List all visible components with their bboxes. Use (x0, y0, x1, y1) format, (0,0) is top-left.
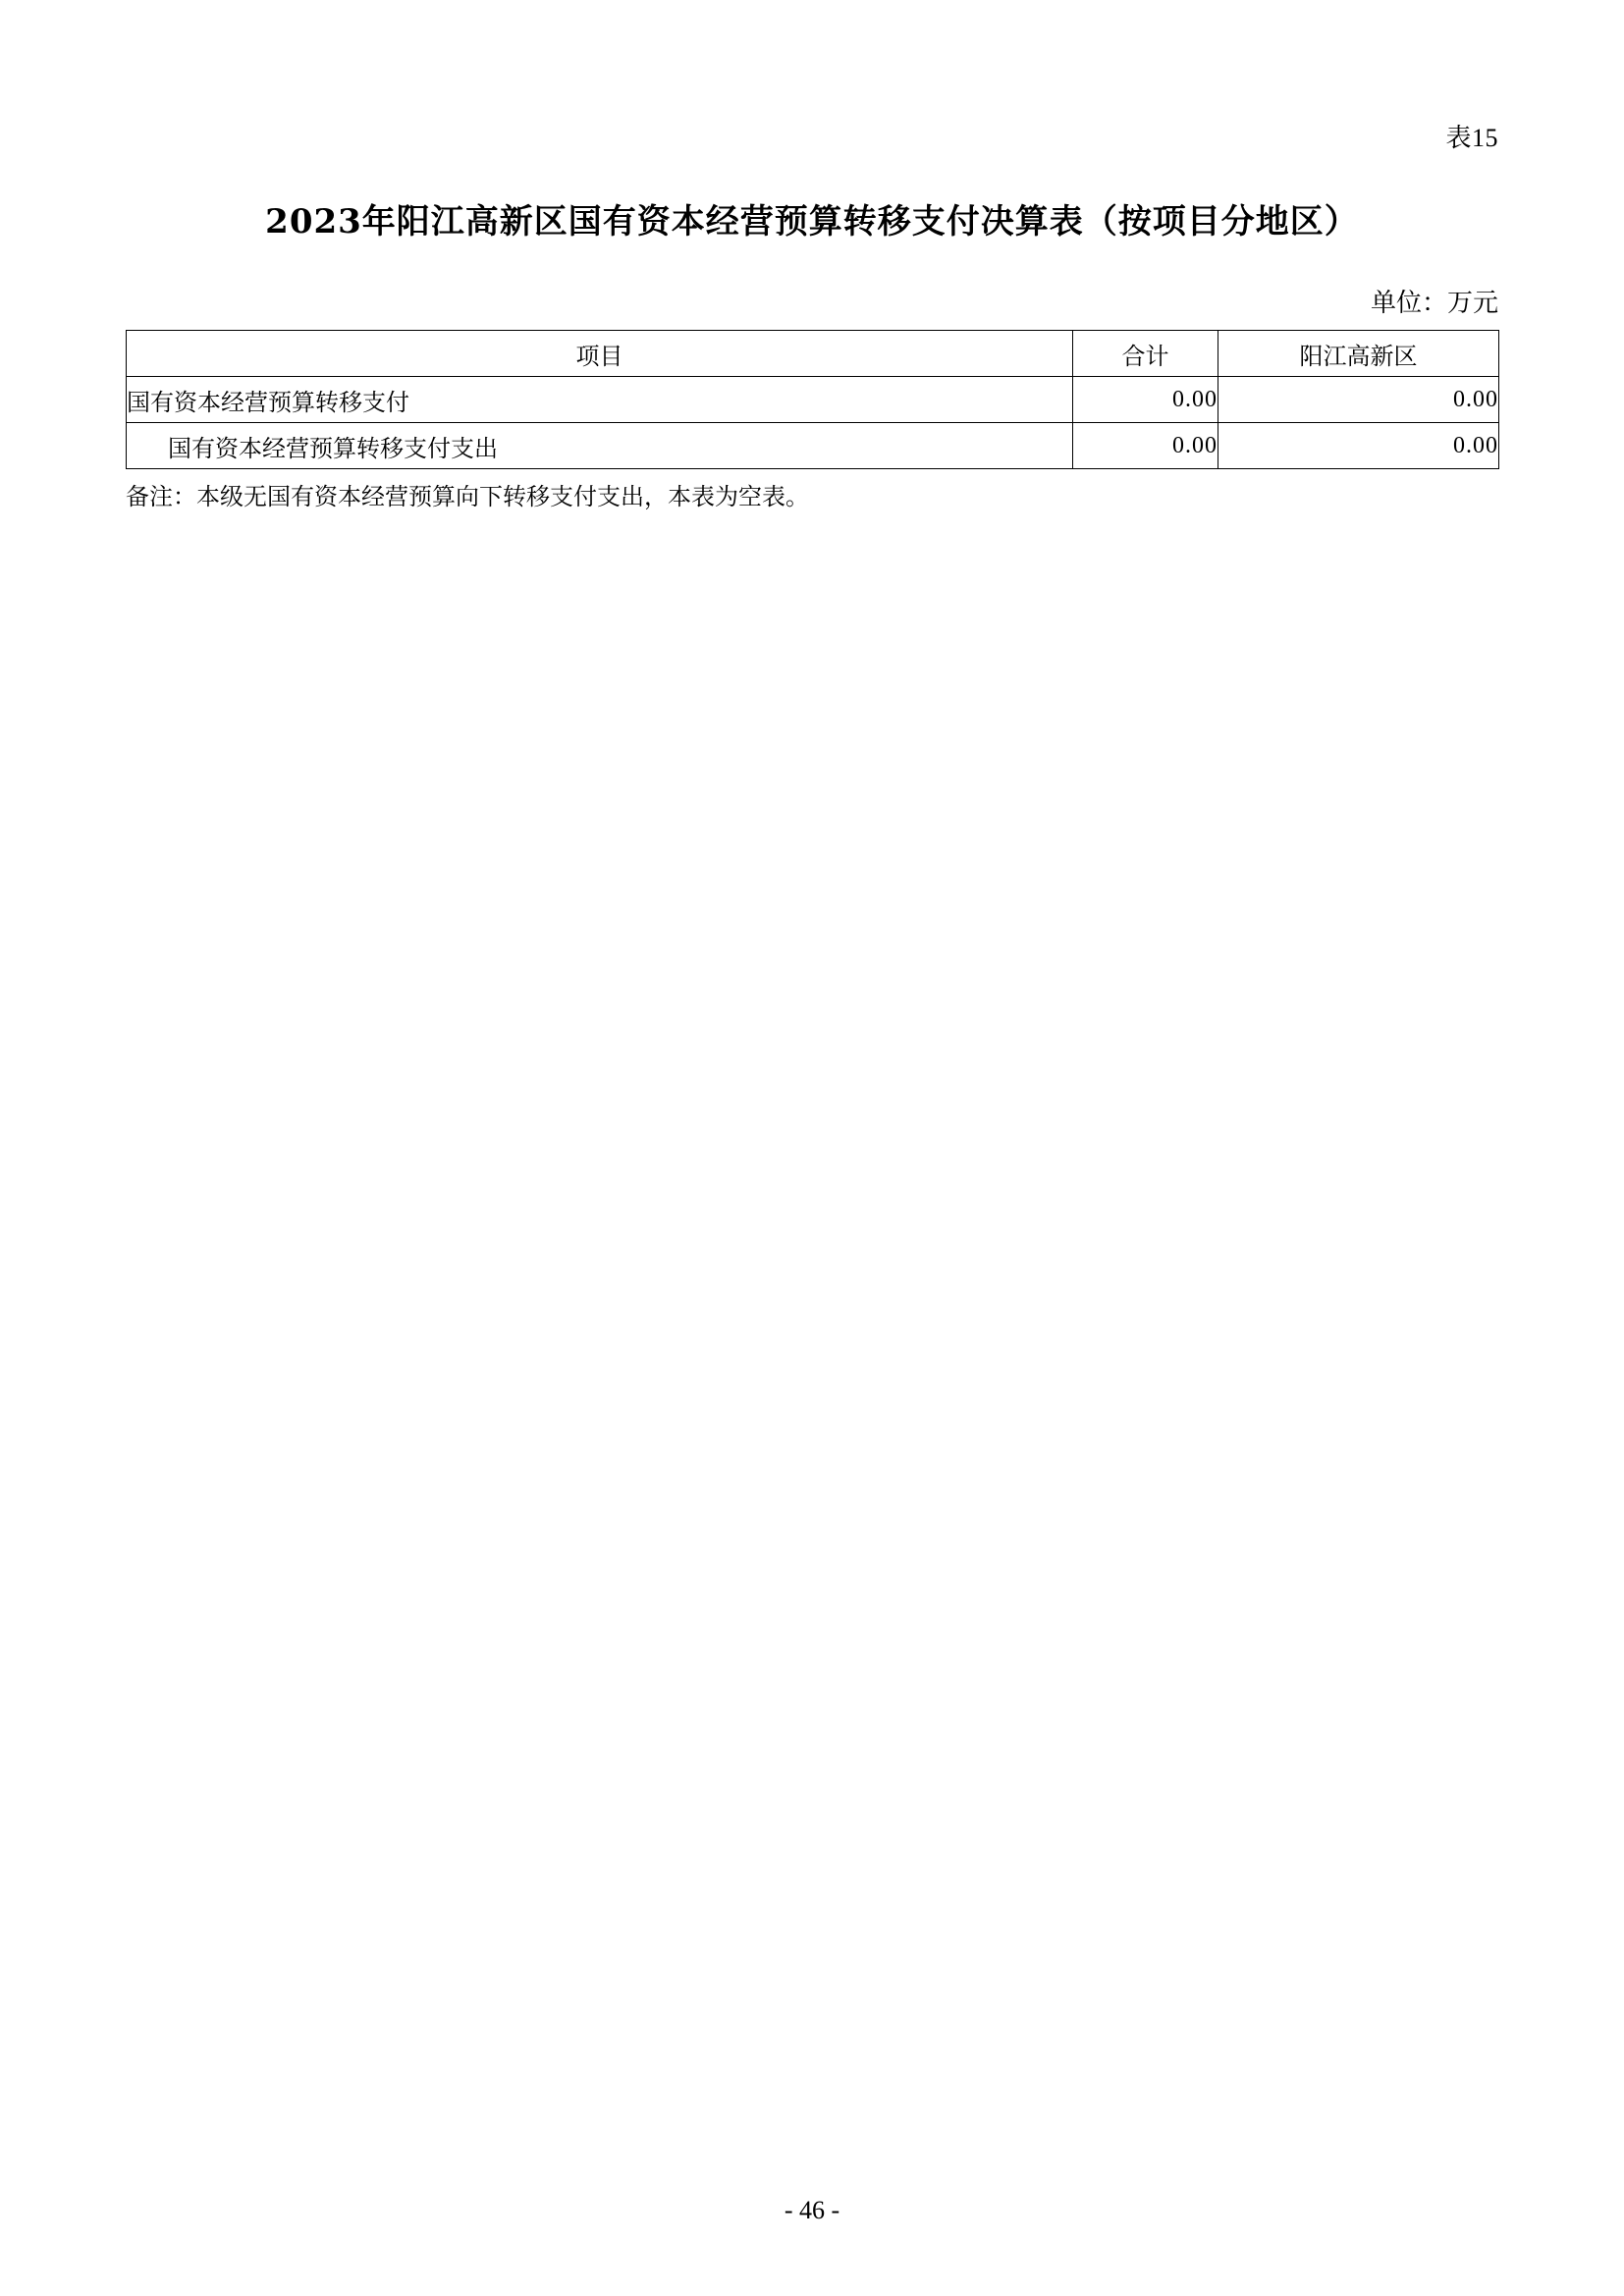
unit-note: 单位：万元 (1370, 289, 1498, 317)
column-header-area: 阳江高新区 (1218, 331, 1499, 377)
page-title: 2023年阳江高新区国有资本经营预算转移支付决算表（按项目分地区） (265, 202, 1359, 241)
budget-table-wrapper (126, 330, 1498, 469)
table-header-row (127, 331, 1499, 377)
row-item-label: 国有资本经营预算转移支付 (127, 377, 1073, 423)
row-total-value: 0.00 (1073, 377, 1218, 423)
table-label: 表15 (1445, 124, 1498, 152)
table-row (127, 377, 1499, 423)
row-area-value: 0.00 (1218, 377, 1499, 423)
row-item-label: 国有资本经营预算转移支付支出 (127, 423, 1073, 469)
budget-table (126, 330, 1499, 469)
column-header-total: 合计 (1073, 331, 1218, 377)
table-remark: 备注：本级无国有资本经营预算向下转移支付支出，本表为空表。 (126, 485, 809, 510)
row-area-value: 0.00 (1218, 423, 1499, 469)
column-header-item: 项目 (127, 331, 1073, 377)
table-row (127, 423, 1499, 469)
page-number: - 46 - (784, 2196, 840, 2224)
row-total-value: 0.00 (1073, 423, 1218, 469)
